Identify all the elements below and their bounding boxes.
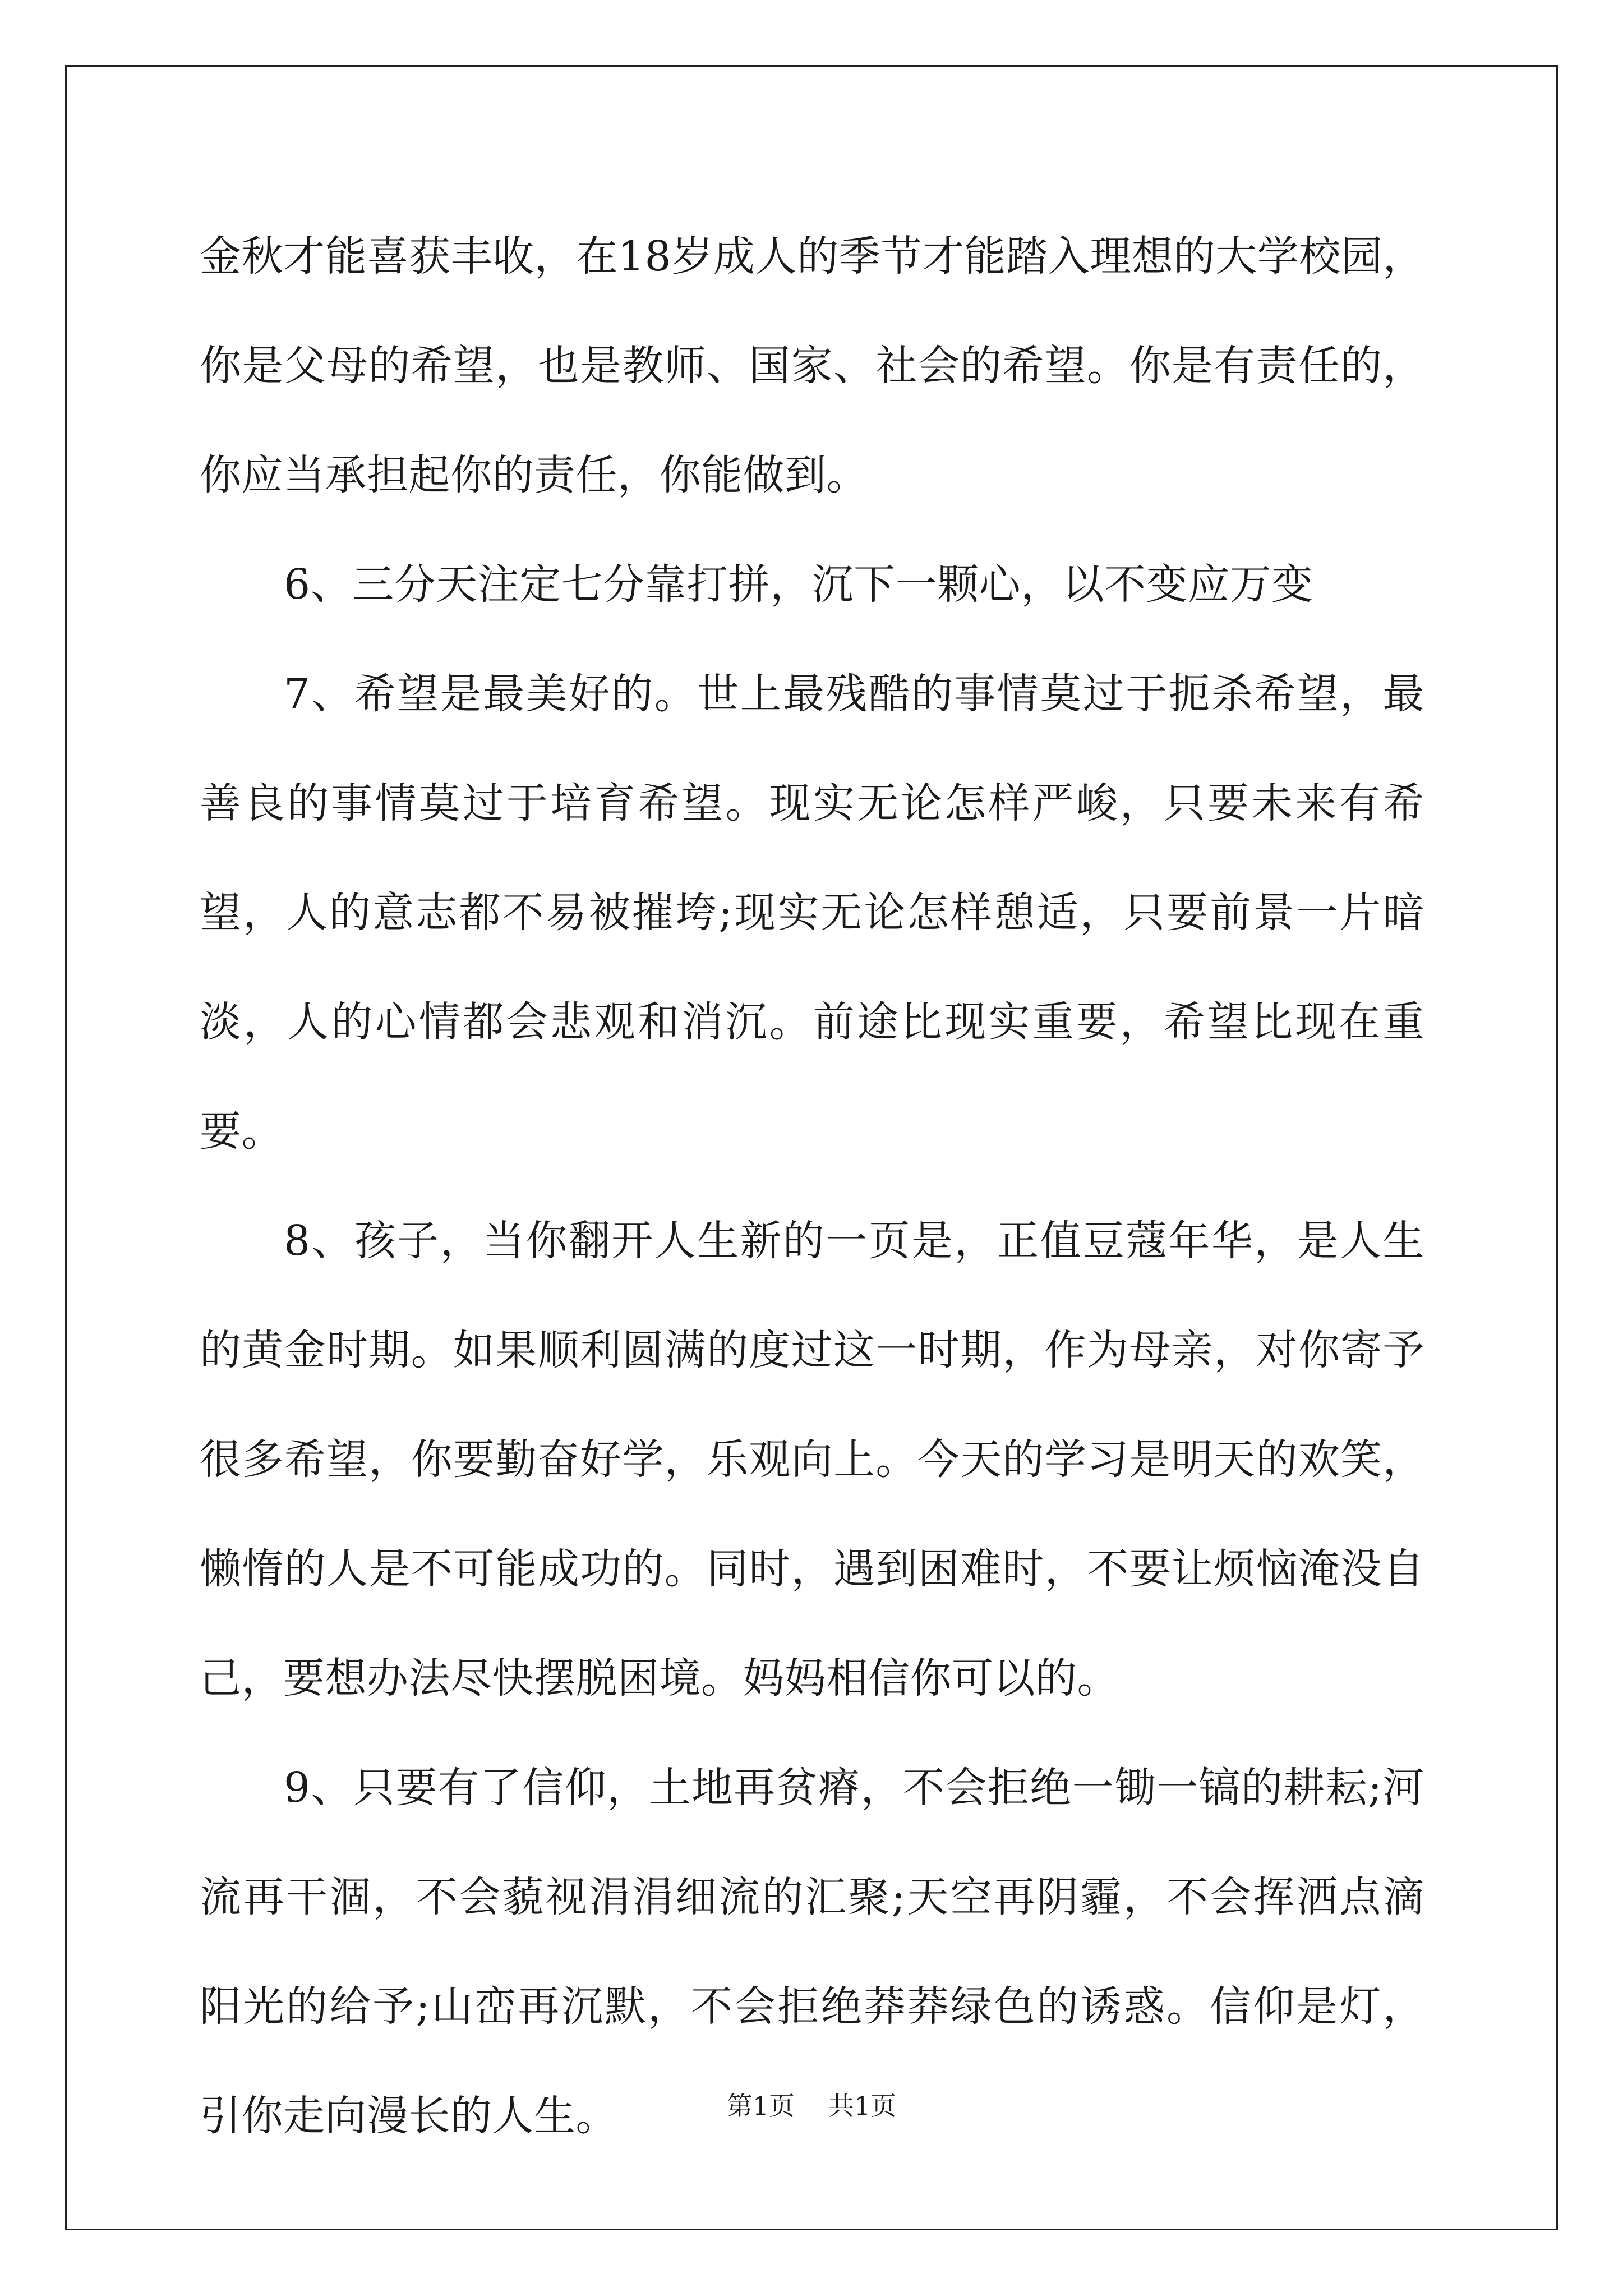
page-total: 共1页 bbox=[828, 2091, 897, 2121]
paragraph-item-9: 9、只要有了信仰，土地再贫瘠，不会拒绝一锄一镐的耕耘;河流再干涸，不会藐视涓涓细流的汇聚;天空再阴霾，不会挥洒点滴阳光的给予;山峦再沉默，不会拒绝莽莽绿色的诱惑。信仰是灯，引你走向漫长的人生。 bbox=[200, 1764, 1424, 2140]
paragraph-item-7: 7、希望是最美好的。世上最残酷的事情莫过于扼杀希望，最善良的事情莫过于培育希望。现实无论怎样严峻，只要未来有希望，人的意志都不易被摧垮;现实无论怎样憩适，只要前景一片暗淡，人的心情都会悲观和消沉。前途比现实重要，希望比现在重要。 bbox=[200, 670, 1424, 1156]
document-body bbox=[200, 202, 1424, 2171]
page-number: 第1页 bbox=[726, 2091, 795, 2121]
paragraph-continuation: 金秋才能喜获丰收，在18岁成人的季节才能踏入理想的大学校园，你是父母的希望，也是教师、国家、社会的希望。你是有责任的，你应当承担起你的责任，你能做到。 bbox=[200, 232, 1424, 499]
page-footer bbox=[0, 2086, 1623, 2123]
paragraph-item-6: 6、三分天注定七分靠打拼，沉下一颗心，以不变应万变 bbox=[284, 560, 1313, 609]
paragraph-item-8: 8、孩子，当你翻开人生新的一页是，正值豆蔻年华，是人生的黄金时期。如果顺利圆满的度过这一时期，作为母亲，对你寄予很多希望，你要勤奋好学，乐观向上。今天的学习是明天的欢笑，懒惰的人是不可能成功的。同时，遇到困难时，不要让烦恼淹没自己，要想办法尽快摆脱困境。妈妈相信你可以的。 bbox=[200, 1217, 1424, 1703]
